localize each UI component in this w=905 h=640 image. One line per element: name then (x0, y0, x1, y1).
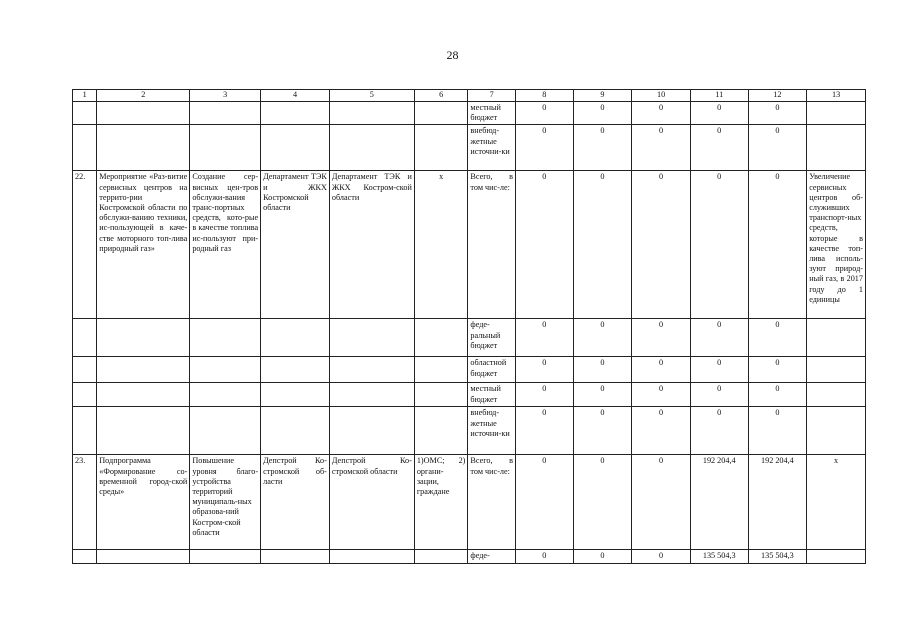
cell-responsible (261, 102, 330, 125)
table-row (73, 550, 866, 563)
cell-funding-source: местный бюджет (468, 102, 516, 125)
cell-funding-source: областной бюджет (468, 357, 516, 383)
cell-goal: Повышение уровня благо-устройства территорий муниципаль-ных образова-ний Костром-ской области (190, 455, 261, 550)
cell-value: 0 (748, 171, 807, 319)
cell-participants (414, 102, 468, 125)
cell-value: 0 (573, 550, 632, 563)
cell-number (73, 125, 97, 171)
cell-responsible (261, 357, 330, 383)
cell-name (97, 319, 190, 357)
cell-executor (329, 319, 414, 357)
cell-executor (329, 383, 414, 407)
cell-result (807, 550, 866, 563)
cell-value: 0 (690, 125, 748, 171)
cell-result (807, 383, 866, 407)
cell-number (73, 102, 97, 125)
cell-number (73, 407, 97, 455)
column-number: 13 (807, 90, 866, 102)
cell-executor: Департамент ТЭК и ЖКХ Костром-ской области (329, 171, 414, 319)
column-number: 1 (73, 90, 97, 102)
cell-value: 135 504,3 (690, 550, 748, 563)
cell-participants (414, 407, 468, 455)
column-number: 11 (690, 90, 748, 102)
cell-value: 0 (573, 102, 632, 125)
column-number: 4 (261, 90, 330, 102)
cell-value: 0 (515, 407, 573, 455)
cell-executor (329, 125, 414, 171)
cell-value: 0 (573, 407, 632, 455)
cell-executor (329, 102, 414, 125)
cell-responsible (261, 125, 330, 171)
cell-number: 22. (73, 171, 97, 319)
cell-goal: Создание сер-висных цен-тров обслужи-вания транс-портных средств, кото-рые в качестве топлива ис-пользуют при-родный газ (190, 171, 261, 319)
table-row (73, 125, 866, 171)
table-row (73, 455, 866, 550)
cell-value: 0 (632, 171, 691, 319)
cell-value: 0 (573, 125, 632, 171)
table-row (73, 171, 866, 319)
cell-value: 0 (515, 319, 573, 357)
cell-value: 0 (573, 383, 632, 407)
cell-value: 0 (690, 383, 748, 407)
cell-value: 0 (632, 125, 691, 171)
cell-result (807, 407, 866, 455)
cell-value: 0 (573, 455, 632, 550)
cell-value: 0 (748, 407, 807, 455)
cell-participants (414, 383, 468, 407)
cell-participants (414, 357, 468, 383)
cell-responsible (261, 383, 330, 407)
column-number: 6 (414, 90, 468, 102)
cell-value: 135 504,3 (748, 550, 807, 563)
cell-executor (329, 407, 414, 455)
cell-goal (190, 550, 261, 563)
cell-number (73, 383, 97, 407)
cell-responsible: Депстрой Ко-стромской об-ласти (261, 455, 330, 550)
cell-name (97, 125, 190, 171)
cell-goal (190, 319, 261, 357)
cell-value: 0 (632, 319, 691, 357)
cell-value: 0 (690, 102, 748, 125)
cell-funding-source: феде-ральный бюджет (468, 319, 516, 357)
cell-result (807, 319, 866, 357)
cell-value: 0 (515, 550, 573, 563)
cell-number (73, 319, 97, 357)
cell-value: 0 (748, 125, 807, 171)
cell-value: 0 (632, 407, 691, 455)
cell-funding-source: местный бюджет (468, 383, 516, 407)
cell-name: Подпрограмма «Формирование со-временной город-ской среды» (97, 455, 190, 550)
cell-number: 23. (73, 455, 97, 550)
cell-value: 0 (515, 125, 573, 171)
cell-value: 0 (748, 319, 807, 357)
column-number: 10 (632, 90, 691, 102)
cell-participants: 1)ОМС; 2) органи-зации, граждане (414, 455, 468, 550)
cell-value: 0 (690, 407, 748, 455)
cell-participants (414, 319, 468, 357)
cell-participants (414, 550, 468, 563)
column-number: 7 (468, 90, 516, 102)
page-number: 28 (446, 48, 459, 62)
cell-funding-source: внебюд-жетные источни-ки (468, 407, 516, 455)
table-row (73, 357, 866, 383)
column-number: 5 (329, 90, 414, 102)
cell-name (97, 383, 190, 407)
cell-result (807, 102, 866, 125)
cell-goal (190, 125, 261, 171)
cell-name (97, 550, 190, 563)
cell-value: 192 204,4 (748, 455, 807, 550)
cell-goal (190, 357, 261, 383)
cell-value: 0 (690, 171, 748, 319)
cell-number (73, 357, 97, 383)
column-number: 2 (97, 90, 190, 102)
cell-name (97, 407, 190, 455)
column-number: 9 (573, 90, 632, 102)
cell-executor: Депстрой Ко-стромской области (329, 455, 414, 550)
cell-value: 0 (690, 357, 748, 383)
table-row (73, 319, 866, 357)
cell-result (807, 357, 866, 383)
cell-value: 0 (632, 102, 691, 125)
column-number: 3 (190, 90, 261, 102)
cell-executor (329, 357, 414, 383)
cell-value: 0 (690, 319, 748, 357)
cell-participants: х (414, 171, 468, 319)
cell-funding-source: внебюд-жетные источни-ки (468, 125, 516, 171)
cell-value: 0 (632, 550, 691, 563)
column-number: 12 (748, 90, 807, 102)
table-row (73, 383, 866, 407)
cell-result: х (807, 455, 866, 550)
cell-funding-source: Всего, в том чис-ле: (468, 171, 516, 319)
cell-value: 0 (632, 357, 691, 383)
cell-participants (414, 125, 468, 171)
column-number-row (73, 90, 866, 102)
cell-value: 192 204,4 (690, 455, 748, 550)
cell-value: 0 (573, 319, 632, 357)
cell-value: 0 (632, 383, 691, 407)
cell-value: 0 (573, 171, 632, 319)
program-table (72, 89, 866, 564)
cell-name (97, 102, 190, 125)
cell-value: 0 (748, 357, 807, 383)
cell-number (73, 550, 97, 563)
column-number: 8 (515, 90, 573, 102)
cell-goal (190, 102, 261, 125)
cell-value: 0 (515, 383, 573, 407)
cell-responsible (261, 319, 330, 357)
table-row (73, 102, 866, 125)
cell-result: Увеличение сервисных центров об-служивших транспорт-ных средств, которые в качестве топ-лива исполь-зуют природ-ный газ, в 2017 году до 1 единицы (807, 171, 866, 319)
cell-value: 0 (748, 383, 807, 407)
table-row (73, 407, 866, 455)
cell-value: 0 (515, 102, 573, 125)
cell-value: 0 (573, 357, 632, 383)
cell-name: Мероприятие «Раз-витие сервисных центров на террито-рии Костромской области по обслужи-ванию техники, ис-пользующей в каче-стве моторного топ-лива природный газ» (97, 171, 190, 319)
cell-funding-source: Всего, в том чис-ле: (468, 455, 516, 550)
cell-goal (190, 383, 261, 407)
cell-executor (329, 550, 414, 563)
cell-funding-source: феде- (468, 550, 516, 563)
cell-value: 0 (748, 102, 807, 125)
cell-value: 0 (515, 455, 573, 550)
cell-result (807, 125, 866, 171)
cell-value: 0 (515, 171, 573, 319)
cell-name (97, 357, 190, 383)
cell-responsible (261, 550, 330, 563)
cell-goal (190, 407, 261, 455)
cell-value: 0 (515, 357, 573, 383)
cell-responsible: Департамент ТЭК и ЖКХ Костромской области (261, 171, 330, 319)
cell-responsible (261, 407, 330, 455)
cell-value: 0 (632, 455, 691, 550)
